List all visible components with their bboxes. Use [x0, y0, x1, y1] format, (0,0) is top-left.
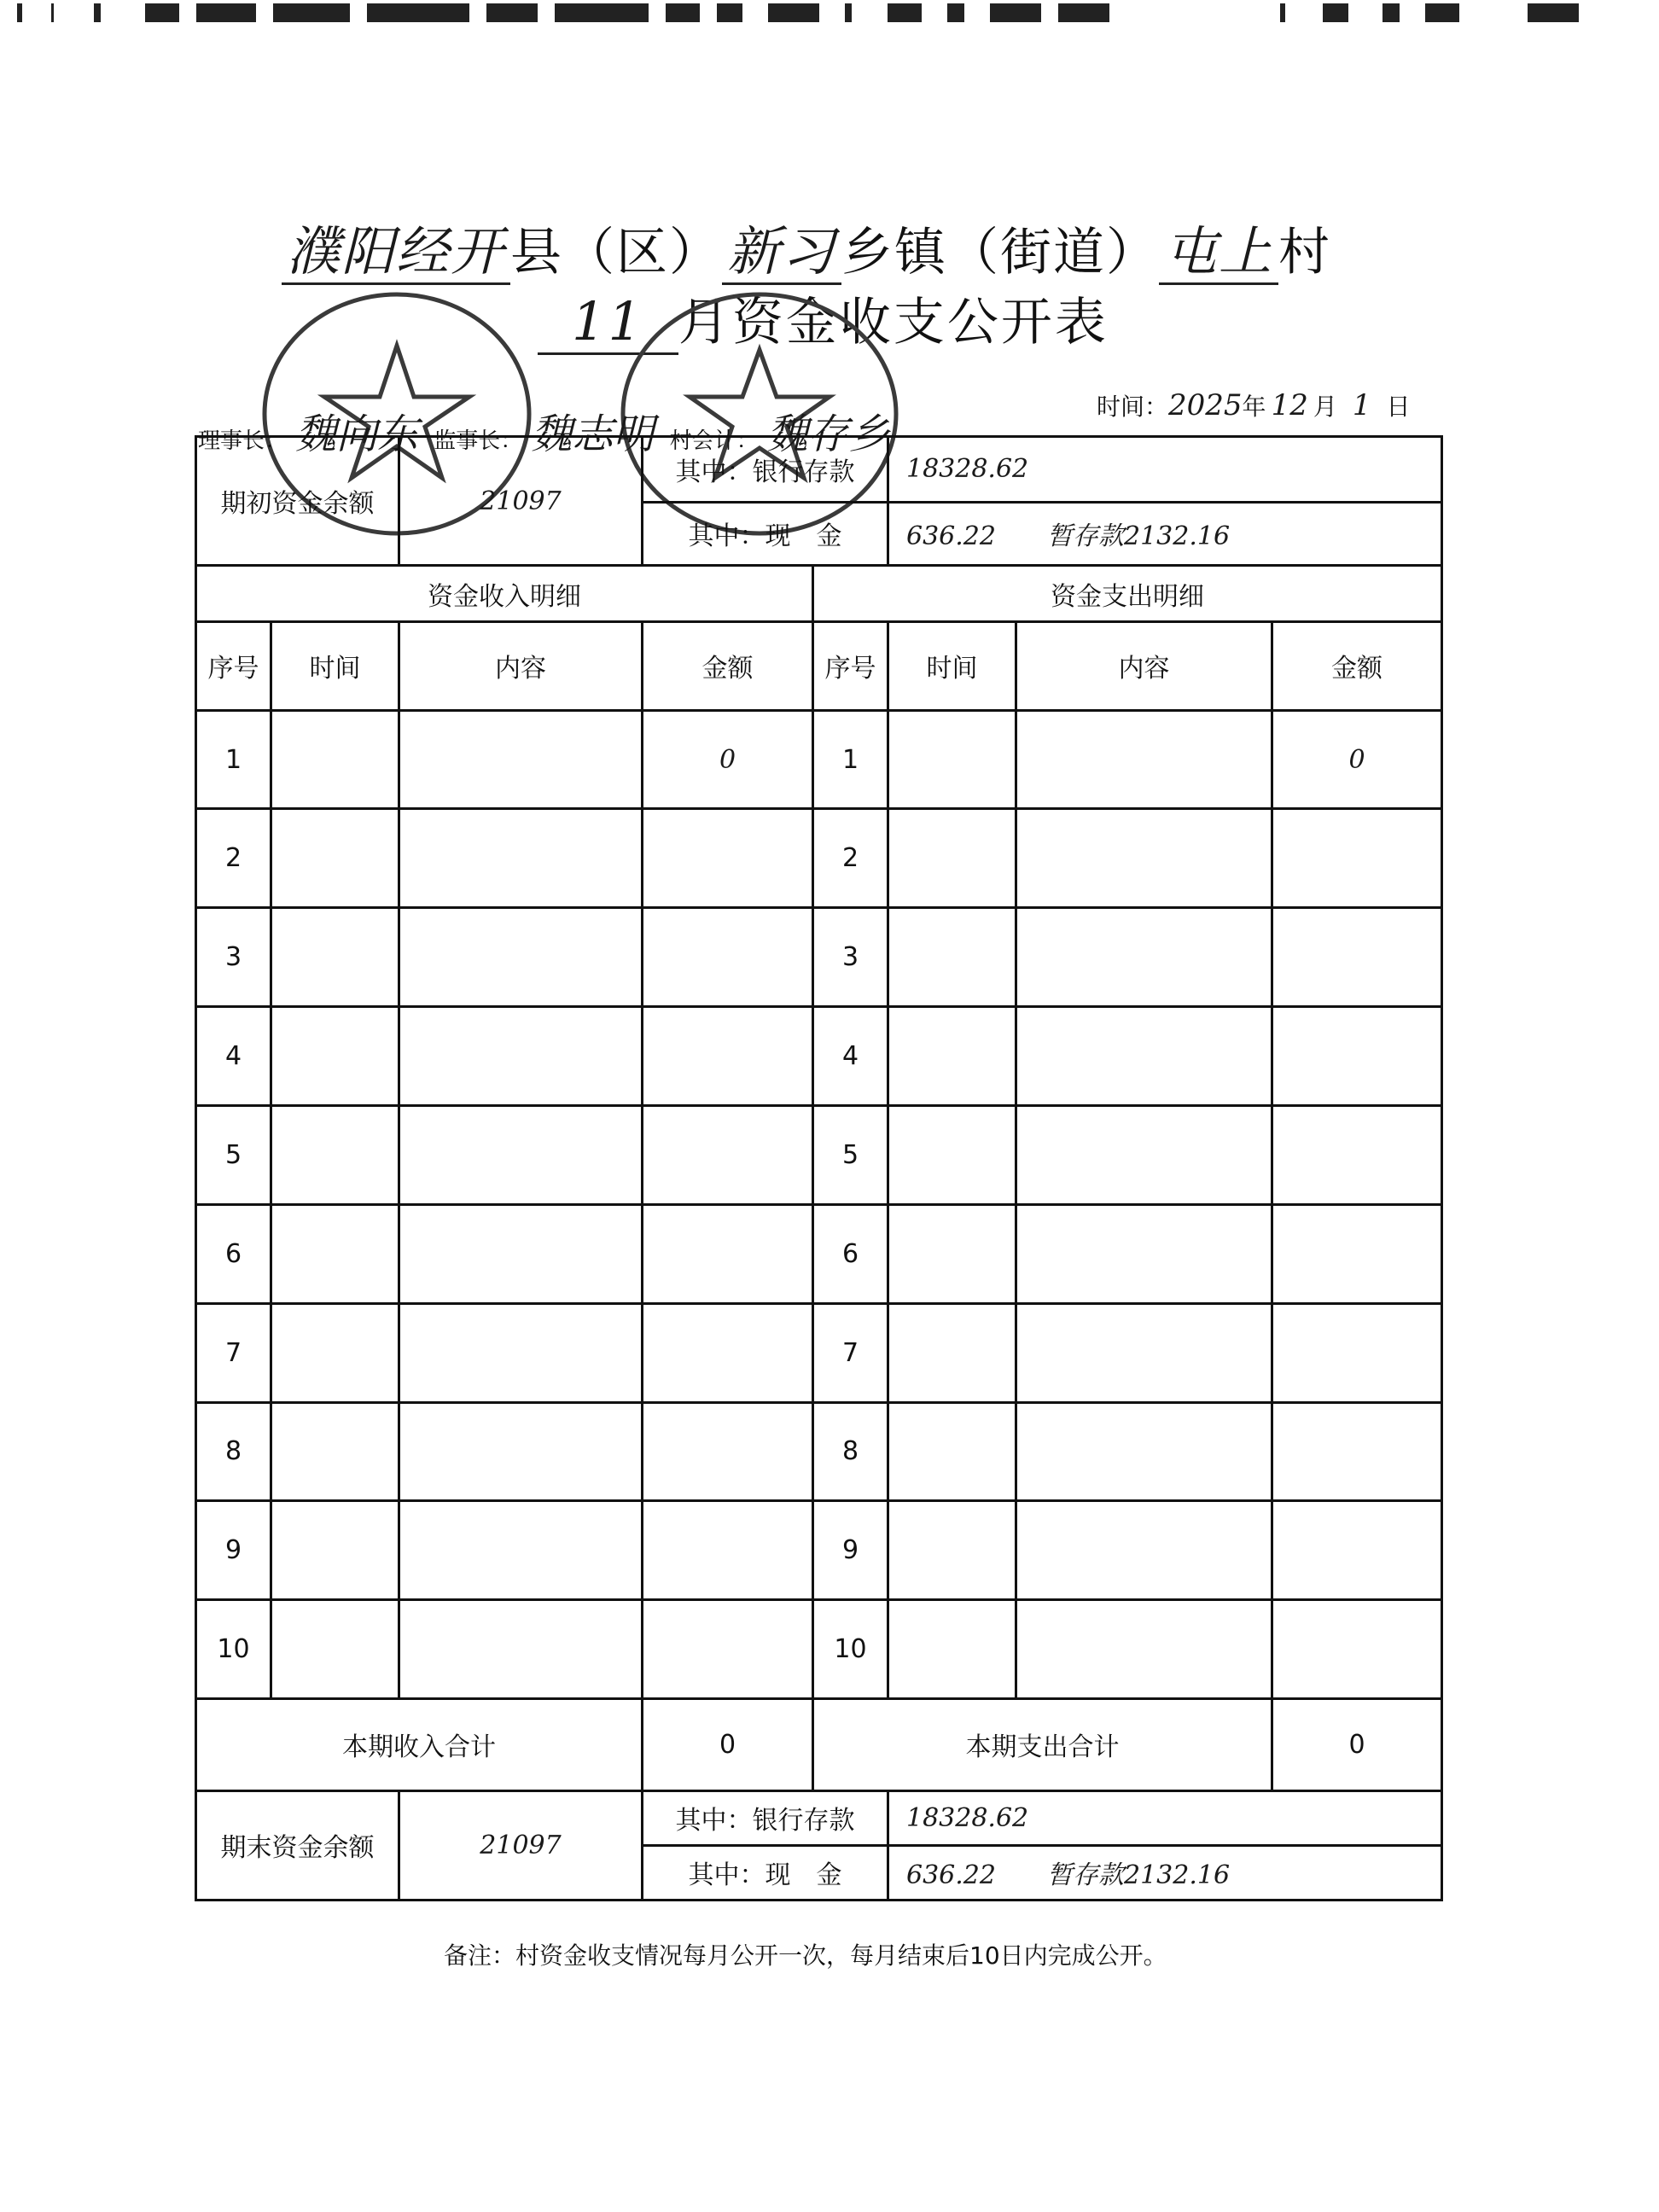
income-total-value: 0	[643, 1699, 813, 1791]
expense-col-time: 时间	[888, 622, 1016, 710]
table-row	[196, 1106, 1442, 1205]
expense-row-amount	[1272, 1402, 1442, 1501]
closing-balance-value: 21097	[399, 1790, 643, 1900]
income-row-no: 3	[196, 908, 271, 1007]
chairman-signature: 魏向东	[295, 410, 419, 458]
expense-row-no: 7	[813, 1303, 888, 1402]
township-suffix: 乡镇（街道）	[841, 223, 1160, 282]
county-suffix: 县（区）	[510, 223, 723, 282]
income-row-amount	[643, 1007, 813, 1106]
income-row-no: 2	[196, 809, 271, 908]
income-row-time	[271, 908, 399, 1007]
township-handwritten: 新习	[722, 220, 841, 285]
accountant-signature: 魏存乡	[766, 410, 890, 458]
income-row-amount: 0	[643, 710, 813, 809]
income-row-time	[271, 1106, 399, 1205]
closing-temp-label: 暂存款	[1046, 1860, 1124, 1891]
income-row-content	[399, 1402, 643, 1501]
opening-bank-value: 18328.62	[888, 437, 1442, 503]
income-row-amount	[643, 1204, 813, 1303]
closing-bank-row	[196, 1790, 1442, 1845]
expense-col-content: 内容	[1016, 622, 1272, 710]
day-unit: 日	[1386, 393, 1411, 421]
expense-row-no: 8	[813, 1402, 888, 1501]
year-unit: 年	[1242, 393, 1266, 421]
expense-row-no: 5	[813, 1106, 888, 1205]
income-row-time	[271, 1007, 399, 1106]
income-row-no: 8	[196, 1402, 271, 1501]
expense-row-time	[888, 1007, 1016, 1106]
closing-cash-cell	[888, 1845, 1442, 1900]
expense-row-no: 9	[813, 1501, 888, 1600]
income-row-content	[399, 1007, 643, 1106]
expense-col-no: 序号	[813, 622, 888, 710]
chairman-label: 理事长：	[198, 428, 288, 454]
form-title: 月资金收支公开表	[678, 293, 1109, 352]
expense-col-amount: 金额	[1272, 622, 1442, 710]
totals-row	[196, 1699, 1442, 1791]
expense-row-amount	[1272, 1106, 1442, 1205]
income-row-content	[399, 1303, 643, 1402]
expense-row-time	[888, 1501, 1016, 1600]
expense-row-no: 4	[813, 1007, 888, 1106]
expense-row-content	[1016, 1501, 1272, 1600]
date-day: 1	[1352, 388, 1371, 422]
accountant-label: 村会计：	[669, 428, 759, 454]
table-row	[196, 1007, 1442, 1106]
expense-row-content	[1016, 1402, 1272, 1501]
income-col-content: 内容	[399, 622, 643, 710]
expense-row-time	[888, 1106, 1016, 1205]
expense-row-content	[1016, 1007, 1272, 1106]
expense-row-amount	[1272, 908, 1442, 1007]
expense-row-content	[1016, 1600, 1272, 1699]
expense-row-no: 3	[813, 908, 888, 1007]
income-row-no: 4	[196, 1007, 271, 1106]
opening-balance-label: 期初资金余额	[196, 437, 399, 566]
supervisor-label: 监事长：	[434, 428, 523, 454]
income-section-title: 资金收入明细	[196, 566, 813, 622]
expense-row-time	[888, 908, 1016, 1007]
expense-row-content	[1016, 1303, 1272, 1402]
income-row-content	[399, 908, 643, 1007]
fund-statement-table	[195, 435, 1443, 1901]
income-col-no: 序号	[196, 622, 271, 710]
table-row	[196, 1402, 1442, 1501]
expense-row-no: 10	[813, 1600, 888, 1699]
month-handwritten: 11	[538, 290, 678, 355]
income-row-no: 9	[196, 1501, 271, 1600]
income-row-time	[271, 809, 399, 908]
expense-row-content	[1016, 710, 1272, 809]
expense-row-time	[888, 1402, 1016, 1501]
opening-cash-cell	[888, 502, 1442, 565]
income-col-time: 时间	[271, 622, 399, 710]
opening-cash-value: 636.22	[906, 521, 996, 552]
closing-balance-label: 期末资金余额	[196, 1790, 399, 1900]
income-row-amount	[643, 1106, 813, 1205]
table-row	[196, 710, 1442, 809]
income-row-no: 5	[196, 1106, 271, 1205]
expense-row-amount	[1272, 1600, 1442, 1699]
closing-cash-value: 636.22	[906, 1860, 996, 1891]
expense-row-no: 1	[813, 710, 888, 809]
income-row-content	[399, 809, 643, 908]
opening-cash-label: 其中：现 金	[643, 502, 888, 565]
expense-row-time	[888, 1303, 1016, 1402]
table-row	[196, 809, 1442, 908]
income-row-amount	[643, 1402, 813, 1501]
expense-row-time	[888, 809, 1016, 908]
opening-balance-value: 21097	[399, 437, 643, 566]
section-title-row	[196, 566, 1442, 622]
opening-temp-value: 2132.16	[1123, 521, 1231, 552]
date-year: 2025	[1168, 388, 1243, 422]
expense-row-amount	[1272, 1303, 1442, 1402]
date-month: 12	[1271, 388, 1308, 422]
expense-row-content	[1016, 1204, 1272, 1303]
closing-cash-label: 其中：现 金	[643, 1845, 888, 1900]
income-row-amount	[643, 1303, 813, 1402]
scan-noise-strip	[0, 0, 1659, 34]
village-handwritten: 屯上	[1159, 220, 1278, 285]
expense-row-content	[1016, 908, 1272, 1007]
expense-total-label: 本期支出合计	[813, 1699, 1272, 1791]
income-row-content	[399, 1106, 643, 1205]
income-row-no: 10	[196, 1600, 271, 1699]
income-row-content	[399, 710, 643, 809]
month-unit: 月	[1313, 393, 1337, 421]
expense-row-no: 2	[813, 809, 888, 908]
date-label: 时间：	[1097, 393, 1169, 421]
expense-row-time	[888, 1600, 1016, 1699]
income-row-time	[271, 1501, 399, 1600]
income-row-content	[399, 1204, 643, 1303]
expense-row-amount: 0	[1272, 710, 1442, 809]
table-row	[196, 1204, 1442, 1303]
table-row	[196, 1600, 1442, 1699]
footnote: 备注：村资金收支情况每月公开一次，每月结束后10日内完成公开。	[444, 1941, 1167, 1970]
income-row-no: 7	[196, 1303, 271, 1402]
table-row	[196, 1501, 1442, 1600]
income-row-no: 6	[196, 1204, 271, 1303]
opening-bank-row	[196, 437, 1442, 503]
expense-row-amount	[1272, 1204, 1442, 1303]
expense-row-amount	[1272, 1501, 1442, 1600]
income-total-label: 本期收入合计	[196, 1699, 643, 1791]
income-row-time	[271, 1402, 399, 1501]
income-row-amount	[643, 1501, 813, 1600]
date-row	[1097, 388, 1411, 422]
form-heading-line1	[282, 209, 1331, 285]
opening-bank-label: 其中：银行存款	[643, 437, 888, 503]
column-header-row	[196, 622, 1442, 710]
expense-row-content	[1016, 1106, 1272, 1205]
supervisor-signature: 魏志明	[531, 410, 655, 458]
table-row	[196, 1303, 1442, 1402]
income-row-time	[271, 710, 399, 809]
expense-row-amount	[1272, 809, 1442, 908]
closing-bank-label: 其中：银行存款	[643, 1790, 888, 1845]
expense-section-title: 资金支出明细	[813, 566, 1442, 622]
expense-row-no: 6	[813, 1204, 888, 1303]
closing-temp-value: 2132.16	[1123, 1860, 1231, 1891]
closing-bank-value: 18328.62	[888, 1790, 1442, 1845]
village-suffix: 村	[1278, 223, 1332, 282]
income-row-time	[271, 1303, 399, 1402]
expense-total-value: 0	[1272, 1699, 1442, 1791]
expense-row-content	[1016, 809, 1272, 908]
income-row-content	[399, 1600, 643, 1699]
income-row-amount	[643, 1600, 813, 1699]
expense-row-amount	[1272, 1007, 1442, 1106]
table-row	[196, 908, 1442, 1007]
income-row-content	[399, 1501, 643, 1600]
income-row-no: 1	[196, 710, 271, 809]
income-row-amount	[643, 809, 813, 908]
county-handwritten: 濮阳经开	[282, 220, 510, 285]
income-row-time	[271, 1600, 399, 1699]
income-row-time	[271, 1204, 399, 1303]
expense-row-time	[888, 1204, 1016, 1303]
opening-temp-label: 暂存款	[1046, 521, 1124, 552]
income-col-amount: 金额	[643, 622, 813, 710]
income-row-amount	[643, 908, 813, 1007]
expense-row-time	[888, 710, 1016, 809]
